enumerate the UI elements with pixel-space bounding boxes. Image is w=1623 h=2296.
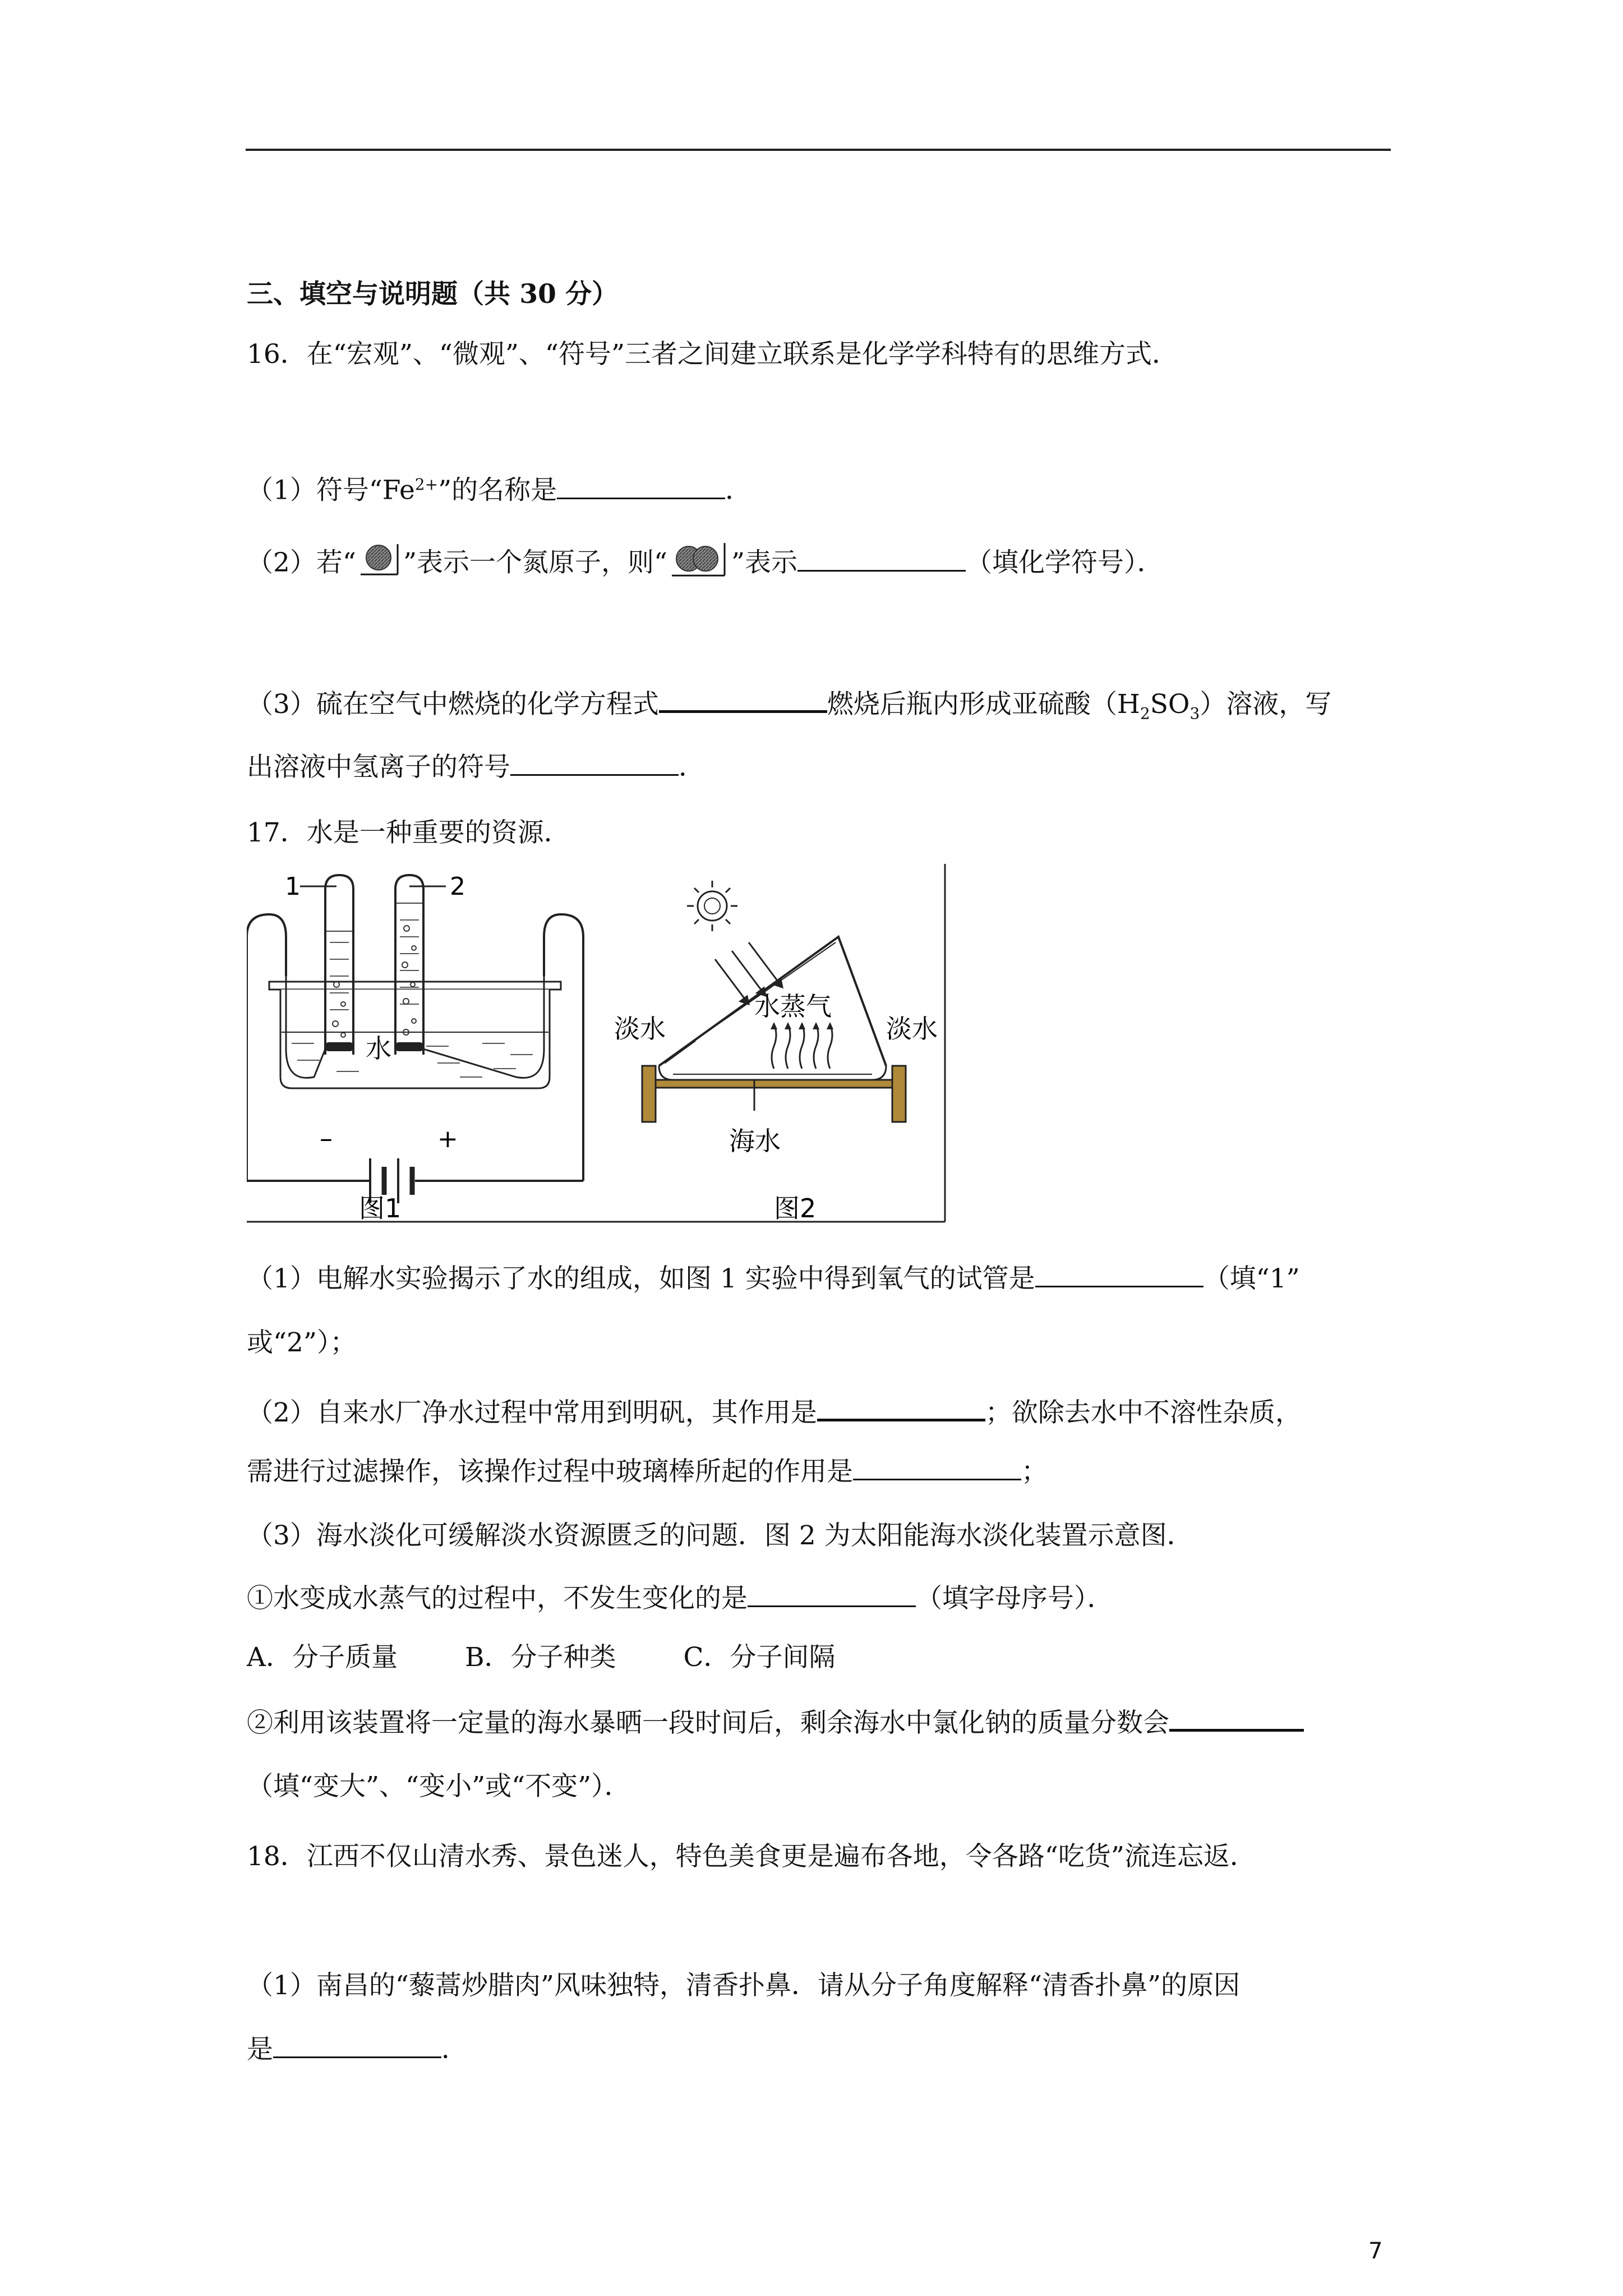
q17-options — [247, 1641, 902, 1674]
desalination-device — [642, 937, 906, 1122]
q17-p2-text-b: ；欲除去水中不溶性杂质， — [985, 1397, 1302, 1428]
q17-p1-text-c: 或“2”）； — [247, 1327, 357, 1358]
fig1-plus-label: + — [437, 1125, 458, 1153]
q17-part3: （3）海水淡化可缓解淡水资源匮乏的问题．图 2 为太阳能海水淡化装置示意图． — [247, 1520, 1193, 1551]
fig1-label-2: 2 — [450, 872, 465, 901]
q16-p3-text-a: （3）硫在空气中燃烧的化学方程式 — [247, 689, 659, 720]
q17-part2-cont — [247, 1454, 1048, 1489]
q17-p1-text-b: （填“1” — [1203, 1263, 1300, 1294]
q17-p3-2-text-a: ②利用该装置将一定量的海水暴晒一段时间后，剩余海水中氯化钠的质量分数会 — [247, 1708, 1169, 1738]
q17-part3-2 — [247, 1704, 1304, 1740]
sun-icon — [687, 881, 737, 931]
q18-p1-text-b: 是 — [247, 2034, 273, 2065]
q17-part2 — [247, 1394, 1302, 1430]
q17-stem: 17．水是一种重要的资源． — [247, 817, 570, 848]
fig1-minus-label: – — [320, 1123, 333, 1153]
page-number: 7 — [1368, 2238, 1383, 2264]
nitrogen-molecule-icon — [668, 542, 730, 587]
q16-p3-blank-ion[interactable] — [510, 749, 679, 776]
q16-p3-end: ． — [679, 752, 705, 783]
q17-p1-text-a: （1）电解水实验揭示了水的组成，如图 1 实验中得到氧气的试管是 — [247, 1263, 1035, 1294]
q17-p3-1-text-b: （填字母序号）． — [916, 1583, 1114, 1614]
q17-p3-2-text-b: （填“变大”、“变小”或“不变”）． — [247, 1771, 631, 1802]
q17-p3-1-text-a: ①水变成水蒸气的过程中，不发生变化的是 — [247, 1583, 748, 1614]
q17-part1 — [247, 1261, 1300, 1296]
q17-p2-blank-glass-rod[interactable] — [853, 1454, 1021, 1480]
header-rule — [246, 149, 1391, 151]
q17-option-c[interactable]: C．分子间隔 — [683, 1642, 836, 1673]
fig2-fresh-water-left: 淡水 — [614, 1014, 666, 1044]
q16-p1-superscript: 2+ — [414, 475, 439, 494]
q16-p1-text-a: （1）符号“Fe — [247, 475, 415, 506]
q17-p2-text-c: 需进行过滤操作，该操作过程中玻璃棒所起的作用是 — [247, 1456, 853, 1487]
q16-p3-text-e: 出溶液中氢离子的符号 — [247, 752, 510, 783]
q16-p1-blank[interactable] — [557, 473, 725, 499]
q16-p3-text-c: SO — [1150, 689, 1190, 720]
q16-p2-blank[interactable] — [797, 545, 966, 572]
water-figures-svg — [247, 864, 953, 1223]
fig1-water-label: 水 — [366, 1033, 391, 1064]
q18-p1-end: ． — [441, 2034, 468, 2065]
fig2-sea-water-label: 海水 — [729, 1126, 781, 1156]
nitrogen-atom-icon — [357, 542, 402, 587]
fig2-vapor-label: 水蒸气 — [754, 991, 832, 1022]
fig1-caption: 图1 — [359, 1193, 402, 1223]
q17-p3-2-blank[interactable] — [1169, 1704, 1304, 1732]
q16-part2 — [247, 542, 1164, 587]
q18-part1-cont — [247, 2032, 468, 2067]
q16-p1-end: ． — [725, 475, 752, 506]
q17-p3-1-blank[interactable] — [748, 1581, 916, 1607]
q16-p1-text-b: ”的名称是 — [438, 475, 557, 506]
q16-p2-text-c: ”表示 — [731, 547, 798, 578]
q16-part3-cont — [247, 749, 705, 784]
q17-part3-1 — [247, 1581, 1114, 1616]
q18-p1-text-a: （1）南昌的“藜蒿炒腊肉”风味独特，清香扑鼻．请从分子角度解释“清香扑鼻”的原因 — [247, 1970, 1241, 2001]
q17-p2-end: ； — [1021, 1456, 1048, 1487]
q16-part3 — [247, 685, 1331, 730]
fig2-caption: 图2 — [774, 1193, 817, 1223]
q16-p2-text-b: ”表示一个氮原子，则“ — [403, 547, 667, 578]
section-title: 三、填空与说明题（共 30 分） — [247, 279, 619, 310]
q16-p3-text-d: ）溶液，写 — [1200, 689, 1332, 720]
q18-p1-blank[interactable] — [273, 2032, 441, 2058]
electrolysis-apparatus — [247, 875, 583, 1203]
q16-p3-blank-equation[interactable] — [659, 685, 827, 713]
q17-p2-blank-alum[interactable] — [817, 1394, 985, 1421]
fig1-label-1: 1 — [285, 872, 301, 901]
q16-p3-sub2: 3 — [1189, 704, 1200, 723]
q17-p2-text-a: （2）自来水厂净水过程中常用到明矾，其作用是 — [247, 1397, 817, 1428]
q16-stem: 16．在“宏观”、“微观”、“符号”三者之间建立联系是化学学科特有的思维方式． — [247, 339, 1178, 370]
q16-p2-text-a: （2）若“ — [247, 547, 356, 578]
q17-option-b[interactable]: B．分子种类 — [464, 1642, 616, 1673]
q16-p3-sub1: 2 — [1140, 704, 1150, 723]
q17-option-a[interactable]: A．分子质量 — [247, 1642, 398, 1673]
q17-p1-blank[interactable] — [1035, 1261, 1204, 1287]
fig2-fresh-water-right: 淡水 — [886, 1014, 938, 1044]
q17-figures — [247, 864, 953, 1225]
q16-p3-text-b: 燃烧后瓶内形成亚硫酸（H — [827, 689, 1140, 720]
q18-stem: 18．江西不仅山清水秀、景色迷人，特色美食更是遍布各地，令各路“吃货”流连忘返． — [247, 1841, 1256, 1872]
q16-p2-end: （填化学符号）． — [966, 547, 1164, 578]
q16-part1 — [247, 468, 751, 508]
